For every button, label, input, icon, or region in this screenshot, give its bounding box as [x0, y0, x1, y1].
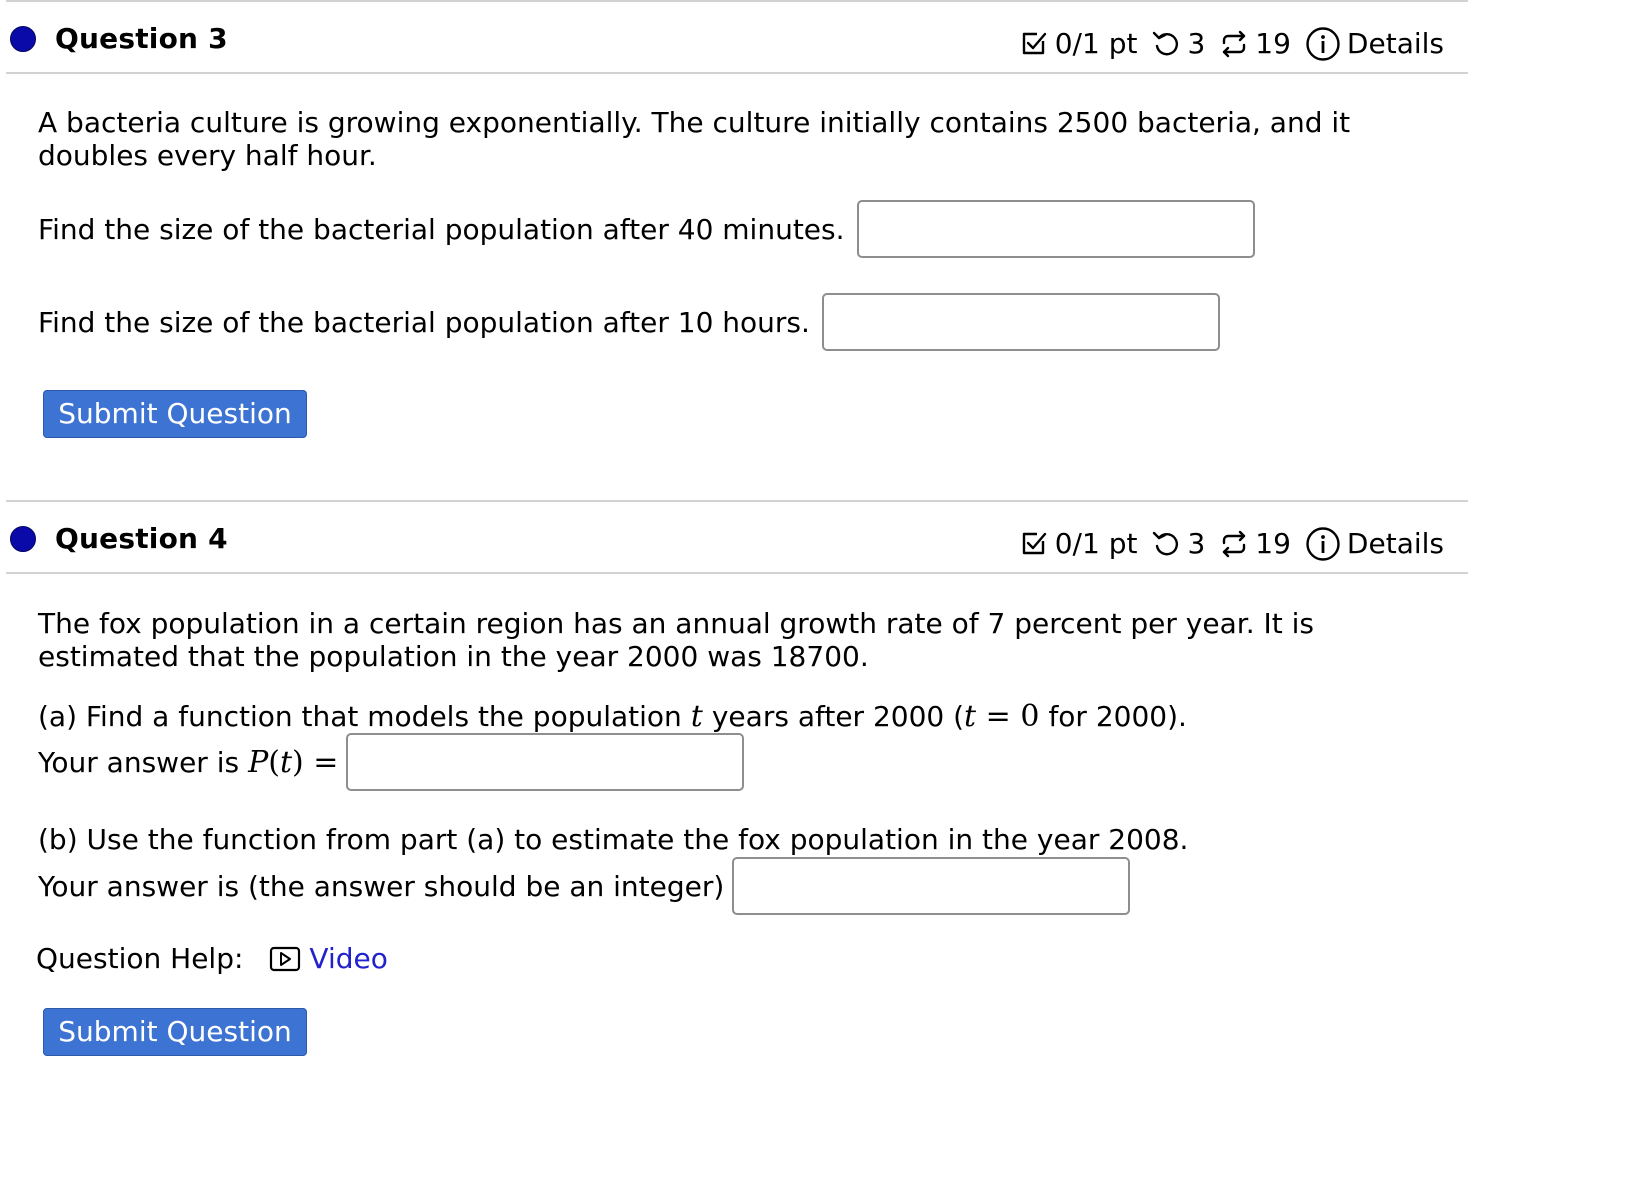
part-row	[38, 293, 1220, 351]
part-b-prompt	[38, 823, 1188, 856]
attempts-indicator	[1219, 527, 1291, 561]
part-b-answer-row	[38, 857, 1130, 915]
part-row	[38, 200, 1255, 258]
info-icon	[1305, 526, 1341, 562]
question-help	[36, 942, 388, 975]
part-b-text: (b) Use the function from part (a) to estimate the fox population in the year 2008.	[38, 823, 1189, 856]
video-link[interactable]	[269, 942, 387, 975]
retries-indicator	[1151, 27, 1205, 61]
info-icon	[1305, 26, 1341, 62]
answer-label: Your answer is	[38, 745, 240, 779]
question-meta	[1019, 522, 1444, 566]
question-body: A bacteria culture is growing exponentially. The culture initially contains 2500 bacteria, and it doubles every half hour.	[38, 106, 1351, 172]
part-a-prompt	[38, 698, 1187, 734]
math-function: P(t) =	[248, 744, 339, 780]
details-label: Details	[1346, 27, 1444, 60]
part-a-text: (a) Find a function that models the population	[38, 699, 682, 733]
details-label: Details	[1346, 527, 1444, 560]
part-prompt: Find the size of the bacterial population after 10 hours.	[38, 305, 810, 339]
part-a-answer-row	[38, 733, 744, 791]
checkbox-icon	[1019, 29, 1049, 59]
play-icon	[269, 946, 301, 972]
refresh-icon	[1219, 29, 1249, 59]
answer-input-10-hours[interactable]	[822, 293, 1220, 351]
retries-indicator	[1151, 527, 1205, 561]
math-equation: t = 0	[964, 698, 1040, 734]
attempts-indicator	[1219, 27, 1291, 61]
video-label: Video	[309, 942, 388, 975]
attempts-count: 19	[1255, 27, 1291, 60]
answer-input-function[interactable]	[346, 733, 744, 791]
refresh-icon	[1219, 529, 1249, 559]
question-title: Question 3	[55, 22, 228, 55]
retries-count: 3	[1187, 27, 1206, 60]
checkbox-icon	[1019, 529, 1049, 559]
part-a-text: years after 2000 (	[711, 699, 965, 733]
score-indicator	[1019, 527, 1138, 561]
details-button[interactable]	[1305, 526, 1444, 562]
attempts-count: 19	[1255, 527, 1291, 560]
details-button[interactable]	[1305, 26, 1444, 62]
header-divider	[6, 72, 1468, 74]
submit-question-button[interactable]: Submit Question	[43, 390, 307, 438]
score-text: 0/1 pt	[1054, 27, 1138, 60]
question-meta	[1019, 22, 1444, 66]
question-body: The fox population in a certain region has an annual growth rate of 7 percent per year. It is estimated that the population in the year 2000 was 18700.	[38, 607, 1314, 673]
header-divider	[6, 572, 1468, 574]
status-dot	[10, 26, 36, 52]
part-prompt: Find the size of the bacterial population after 40 minutes.	[38, 212, 845, 246]
retry-icon	[1151, 29, 1181, 59]
status-dot	[10, 526, 36, 552]
score-text: 0/1 pt	[1054, 527, 1138, 560]
retries-count: 3	[1187, 527, 1206, 560]
question-4-header	[0, 500, 1470, 574]
answer-input-2008[interactable]	[732, 857, 1130, 915]
retry-icon	[1151, 529, 1181, 559]
score-indicator	[1019, 27, 1138, 61]
question-3-header	[0, 0, 1470, 74]
answer-label: Your answer is (the answer should be an integer)	[38, 869, 725, 903]
math-variable: t	[690, 698, 703, 734]
submit-question-button[interactable]: Submit Question	[43, 1008, 307, 1056]
answer-input-40-minutes[interactable]	[857, 200, 1255, 258]
part-a-text: for 2000).	[1048, 699, 1187, 733]
question-title: Question 4	[55, 522, 228, 555]
question-help-label: Question Help:	[36, 942, 244, 975]
